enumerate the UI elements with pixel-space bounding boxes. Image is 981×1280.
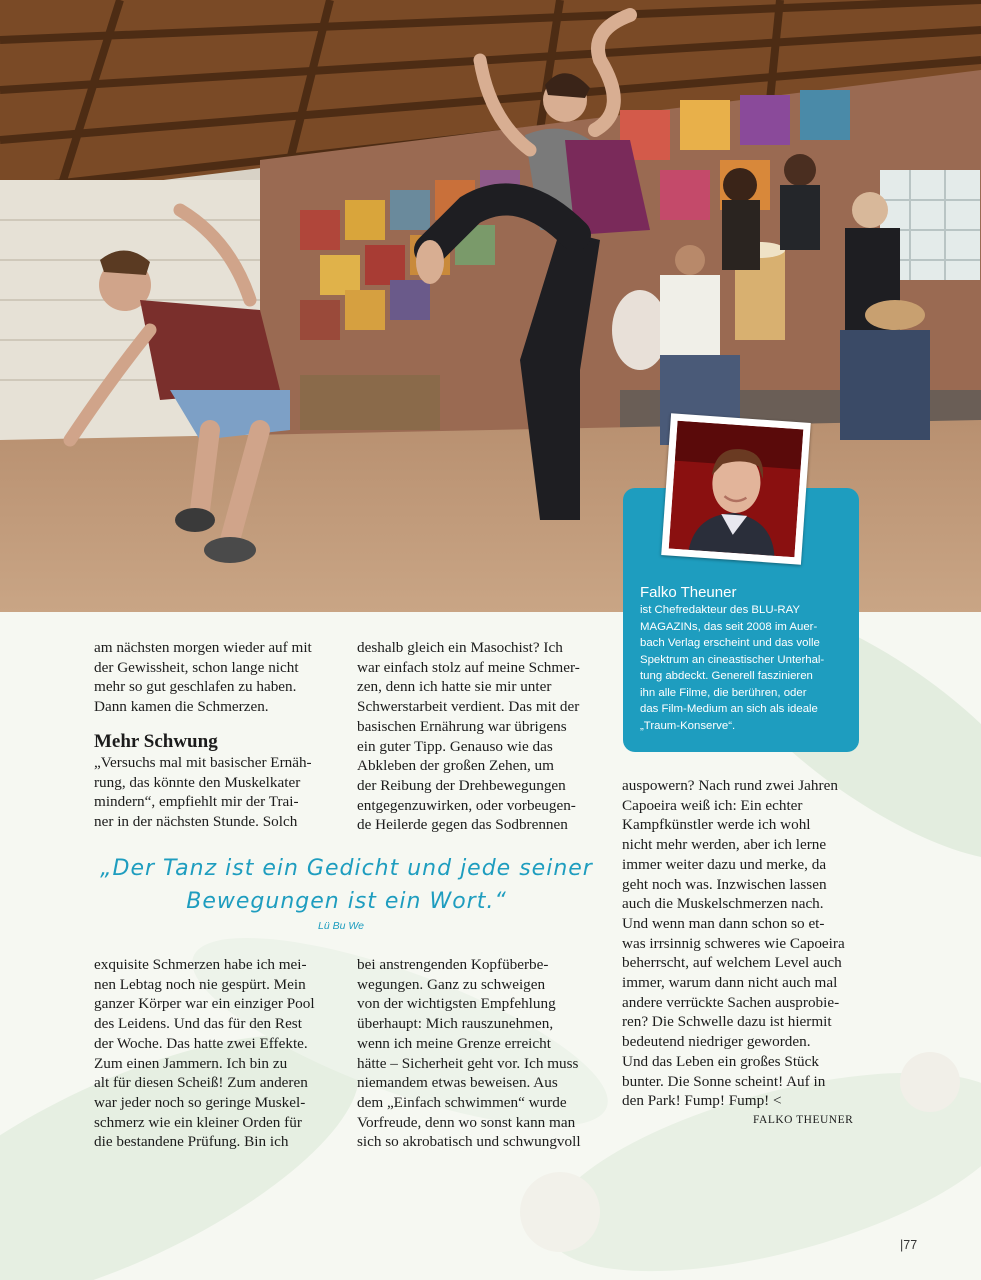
text-line: auch die Muskelschmerzen nach. [622, 895, 824, 913]
text-line: den Park! Fump! Fump! < [622, 1092, 782, 1110]
bio-line: „Traum-Konserve“. [640, 719, 736, 732]
text-line: entgegenzuwirken, oder vorbeugen- [357, 796, 576, 814]
text-line: von der wichtigsten Empfehlung [357, 995, 556, 1013]
text-line: Und wenn man dann schon so et- [622, 914, 825, 932]
text-line: beherrscht, auf welchem Level auch [622, 954, 842, 972]
column-1-bottom [94, 955, 344, 1152]
text-line: de Heilerde gegen das Sodbrennen [357, 816, 568, 834]
text-line: des Leidens. Und das für den Rest [94, 1015, 302, 1033]
text-line: alt für diesen Scheiß! Zum anderen [94, 1074, 308, 1092]
text-line: Kampfkünstler werde ich wohl [622, 816, 811, 834]
text-line: Dann kamen die Schmerzen. [94, 698, 269, 716]
quote-line-2: Bewegungen ist ein Wort.“ [186, 889, 507, 914]
column-1-top [94, 638, 344, 832]
text-line: zen, denn ich hatte sie mir unter [357, 678, 552, 696]
text-line: sich so akrobatisch und schwungvoll [357, 1133, 581, 1151]
text-line: am nächsten morgen wieder auf mit [94, 639, 312, 656]
pull-quote [94, 852, 599, 918]
text-line: ein guter Tipp. Genauso wie das [357, 737, 553, 755]
bio-line: ist Chefredakteur des BLU-RAY [640, 604, 800, 616]
quote-author: Lü Bu We [318, 920, 364, 932]
text-line: Capoeira weiß ich: Ein echter [622, 796, 803, 814]
byline: FALKO THEUNER [753, 1114, 854, 1126]
text-line: andere verrückte Sachen ausprobie- [622, 993, 840, 1011]
author-name: Falko Theuner [640, 584, 737, 601]
text-line: war einfach stolz auf meine Schmer- [357, 658, 580, 676]
author-portrait [661, 413, 811, 564]
text-line: exquisite Schmerzen habe ich mei- [94, 956, 307, 973]
bio-line: bach Verlag erscheint und das volle [640, 637, 820, 649]
text-line: der Gewissheit, schon lange nicht [94, 658, 299, 676]
text-line: wenn ich meine Grenze erreicht [357, 1034, 551, 1052]
text-line: was irrsinnig schweres wie Capoeira [622, 934, 845, 952]
text-line: bei anstrengenden Kopfüberbe- [357, 956, 549, 973]
column-3 [622, 776, 872, 1111]
bio-line: tung abdeckt. Generell faszinieren [640, 670, 813, 682]
text-line: basischen Ernährung war übrigens [357, 717, 567, 735]
bio-line: Spektrum an cineastischer Unterhal- [640, 653, 825, 666]
text-line: Vorfreude, denn wo sonst kann man [357, 1113, 576, 1131]
text-line: hätte – Sicherheit geht vor. Ich muss [357, 1054, 579, 1072]
text-line: ner in der nächsten Stunde. Solch [94, 812, 298, 830]
bio-line: das Film-Medium an sich als ideale [640, 703, 818, 715]
text-line: auspowern? Nach rund zwei Jahren [622, 777, 838, 794]
text-line: immer, warum dann nicht auch mal [622, 974, 838, 992]
text-line: mehr so gut geschlafen zu haben. [94, 678, 297, 696]
page-number: |77 [900, 1238, 918, 1252]
section-heading: Mehr Schwung [94, 730, 218, 752]
text-line: war jeder noch so geringe Muskel- [94, 1093, 306, 1111]
text-line: nicht mehr werden, aber ich lerne [622, 836, 827, 854]
quote-line-1: „Der Tanz ist ein Gedicht und jede seiner [100, 856, 593, 881]
text-line: Abkleben der großen Zehen, um [357, 757, 554, 775]
text-line: geht noch was. Inzwischen lassen [622, 875, 827, 893]
column-2-bottom [357, 955, 607, 1152]
text-line: ren? Die Schwelle dazu ist hiermit [622, 1013, 832, 1031]
text-line: „Versuchs mal mit basischer Ernäh- [94, 753, 312, 771]
bio-line: MAGAZINs, das seit 2008 im Auer- [640, 620, 818, 633]
text-line: der Woche. Das hatte zwei Effekte. [94, 1034, 308, 1052]
text-line: dem „Einfach schwimmen“ wurde [357, 1093, 567, 1111]
text-line: Schwerstarbeit verdient. Das mit der [357, 698, 580, 716]
text-line: ganzer Körper war ein einziger Pool [94, 995, 315, 1013]
text-line: niemandem etwas beweisen. Aus [357, 1074, 558, 1092]
bio-line: ihn alle Filme, die berühren, oder [640, 686, 807, 699]
text-line: überhaupt: Mich rauszunehmen, [357, 1015, 554, 1033]
column-2-top [357, 638, 607, 835]
text-line: bedeutend niedriger geworden. [622, 1033, 811, 1051]
text-line: mindern“, empfiehlt mir der Trai- [94, 793, 299, 811]
text-line: wegungen. Ganz zu schweigen [357, 975, 546, 993]
text-line: die bestandene Prüfung. Bin ich [94, 1133, 289, 1151]
author-bio [640, 602, 855, 734]
text-line: Zum einen Jammern. Ich bin zu [94, 1054, 288, 1072]
text-line: schmerz wie ein kleiner Orden für [94, 1113, 302, 1131]
text-line: immer weiter dazu und merke, da [622, 855, 827, 873]
text-line: Und das Leben ein großes Stück [622, 1052, 819, 1070]
text-line: bunter. Die Sonne scheint! Auf in [622, 1072, 826, 1090]
text-line: der Reibung der Drehbewegungen [357, 776, 566, 794]
text-line: rung, das könnte den Muskelkater [94, 773, 301, 791]
text-line: deshalb gleich ein Masochist? Ich [357, 639, 563, 656]
text-line: nen Lebtag noch nie gespürt. Mein [94, 975, 306, 993]
